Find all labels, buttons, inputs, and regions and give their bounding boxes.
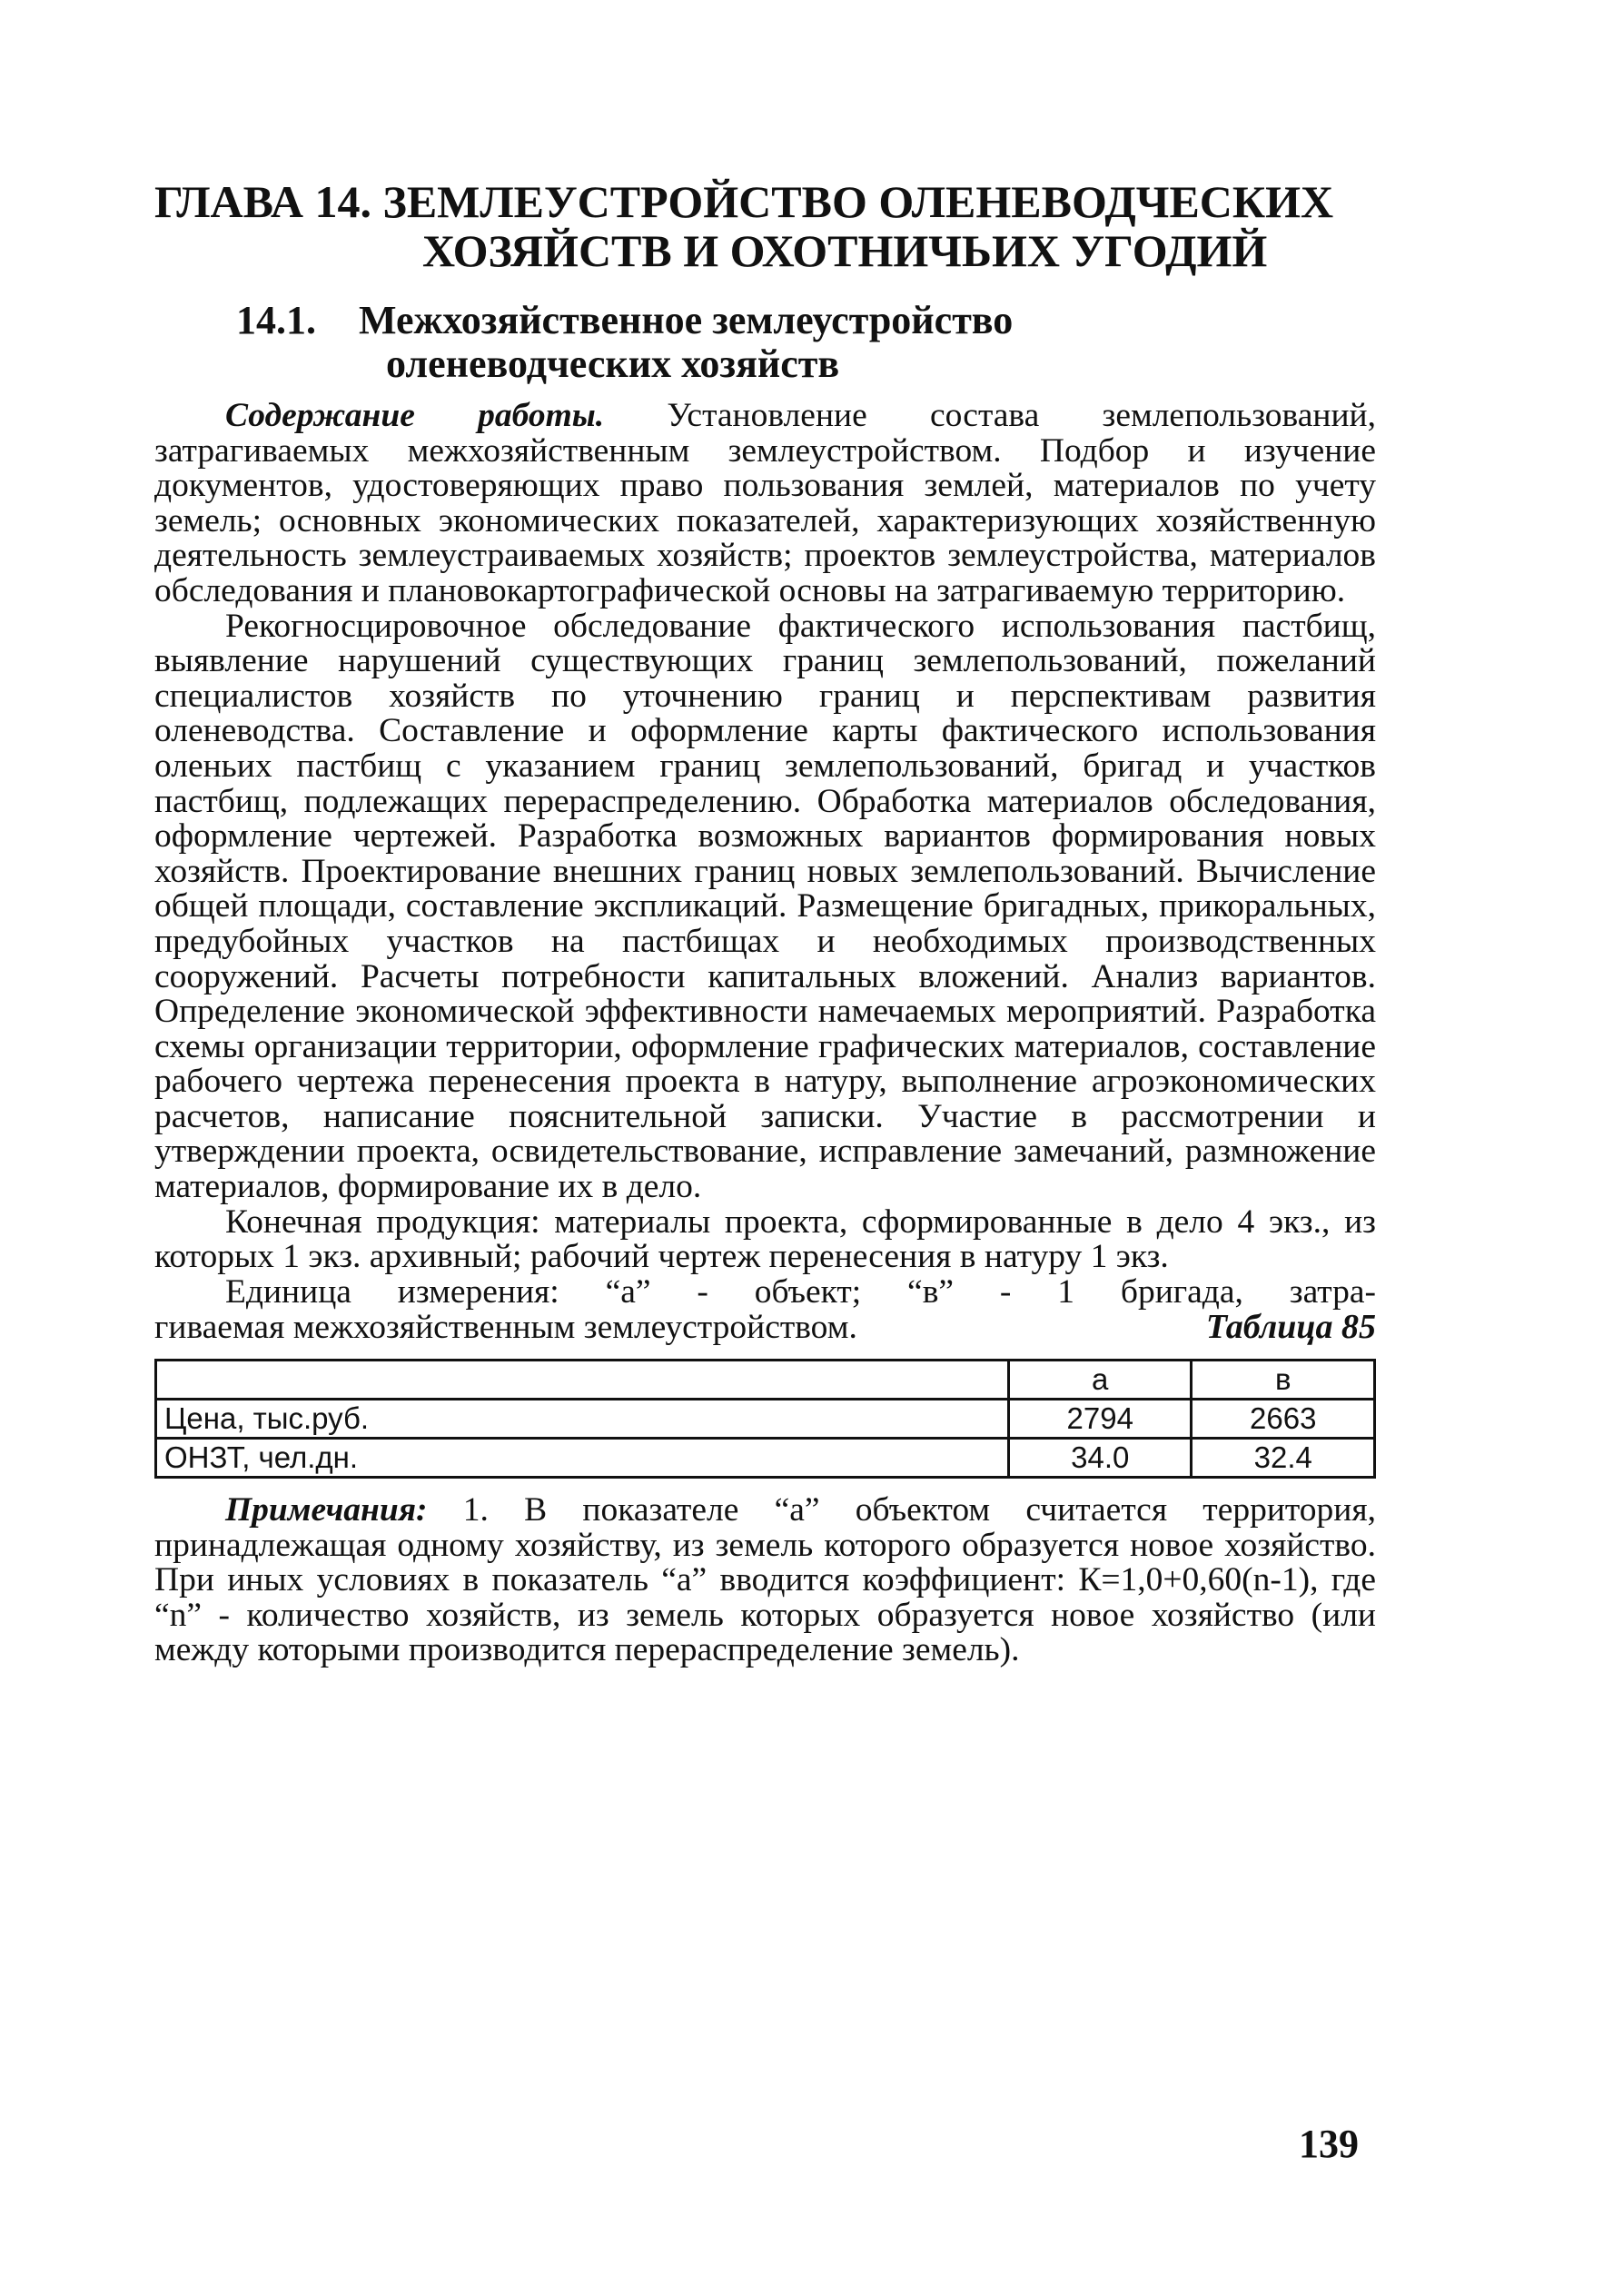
unit-line-2: гиваемая межхозяйственным землеустройством. (154, 1309, 857, 1347)
table-caption: Таблица 85 (1205, 1308, 1376, 1347)
page-number: 139 (1299, 2122, 1359, 2166)
table-header-row (156, 1361, 1375, 1400)
table-header-b: в (1192, 1361, 1375, 1400)
chapter-title-line-1: ГЛАВА 14. ЗЕМЛЕУСТРОЙСТВО ОЛЕНЕВОДЧЕСКИХ (154, 176, 1334, 227)
unit-line-1: Единица измерения: “а” - объект; “в” - 1 бригада, затра- (225, 1272, 1376, 1311)
notes-lead: Примечания: (225, 1491, 428, 1529)
section-title (154, 299, 1376, 386)
table-cell-value: 2794 (1008, 1400, 1192, 1439)
table-header-empty (156, 1361, 1009, 1400)
page-content (154, 177, 1376, 1668)
notes-paragraph (154, 1493, 1376, 1668)
section-title-line-2: оленеводческих хозяйств (386, 341, 840, 386)
survey-paragraph: Рекогносцировочное обследование фактического использования пастбищ, выявление нарушений существующих границ землепользований, пожеланий специалистов хозяйств по уточнению границ и перспективам развития оленеводства. Составление и оформление карты фактического использования оленьих пастбищ с указанием границ землепользований, бригад и участков пастбищ, подлежащих перераспределению. Обработка материалов обследования, оформление чертежей. Разработка возможных вариантов формирования новых хозяйств. Проектирование внешних границ новых землепользований. Вычисление общей площади, составление экспликаций. Размещение бригадных, прикоральных, предубойных участков на пастбищах и необходимых производственных сооружений. Расчеты потребности капитальных вложений. Анализ вариантов. Определение экономической эффективности намечаемых мероприятий. Разработка схемы организации территории, оформление графических материалов, составление рабочего чертежа перенесения проекта в натуру, выполнение агроэкономических расчетов, написание пояснительной записки. Участие в рассмотрении и утверждении проекта, освидетельствование, исправление замечаний, размножение материалов, формирование их в дело. (154, 607, 1376, 1206)
chapter-title-line-2: ХОЗЯЙСТВ И ОХОТНИЧЬИХ УГОДИЙ (422, 225, 1268, 276)
chapter-title (154, 177, 1376, 275)
table-cell-label: ОНЗТ, чел.дн. (156, 1439, 1009, 1478)
price-table (154, 1359, 1376, 1479)
product-paragraph: Конечная продукция: материалы проекта, сформированные в дело 4 экз., из которых 1 экз. архивный; рабочий чертеж перенесения в натуру 1 экз. (154, 1202, 1376, 1276)
table-cell-value: 32.4 (1192, 1439, 1375, 1478)
content-paragraph (154, 399, 1376, 609)
section-number: 14.1. (236, 298, 316, 342)
section-title-line-1: Межхозяйственное землеустройство (359, 298, 1014, 342)
notes-text: 1. В показателе “а” объектом считается территория, принадлежащая одному хозяйству, из земель которого образуется новое хозяйство. При иных условиях в показатель “а” вводится коэффициент: К=1,0+0,60(n-1), где “n” - количество хозяйств, из земель которых образуется новое хозяйство (или между которыми производится перераспределение земель). (154, 1491, 1376, 1669)
table-row (156, 1439, 1375, 1478)
content-lead: Содержание работы. (225, 397, 605, 434)
table-cell-value: 34.0 (1008, 1439, 1192, 1478)
table-cell-label: Цена, тыс.руб. (156, 1400, 1009, 1439)
table-header-a: а (1008, 1361, 1192, 1400)
table-row (156, 1400, 1375, 1439)
table-cell-value: 2663 (1192, 1400, 1375, 1439)
unit-line-2-row (154, 1310, 1376, 1346)
content-text: Установление состава землепользований, затрагиваемых межхозяйственным землеустройством. Подбор и изучение документов, удостоверяющих право пользования землей, материалов по учету земель; основных экономических показателей, характеризующих хозяйственную деятельность землеустраиваемых хозяйств; проектов землеустройства, материалов обследования и плановокартографической основы на затрагиваемую территорию. (154, 397, 1376, 609)
